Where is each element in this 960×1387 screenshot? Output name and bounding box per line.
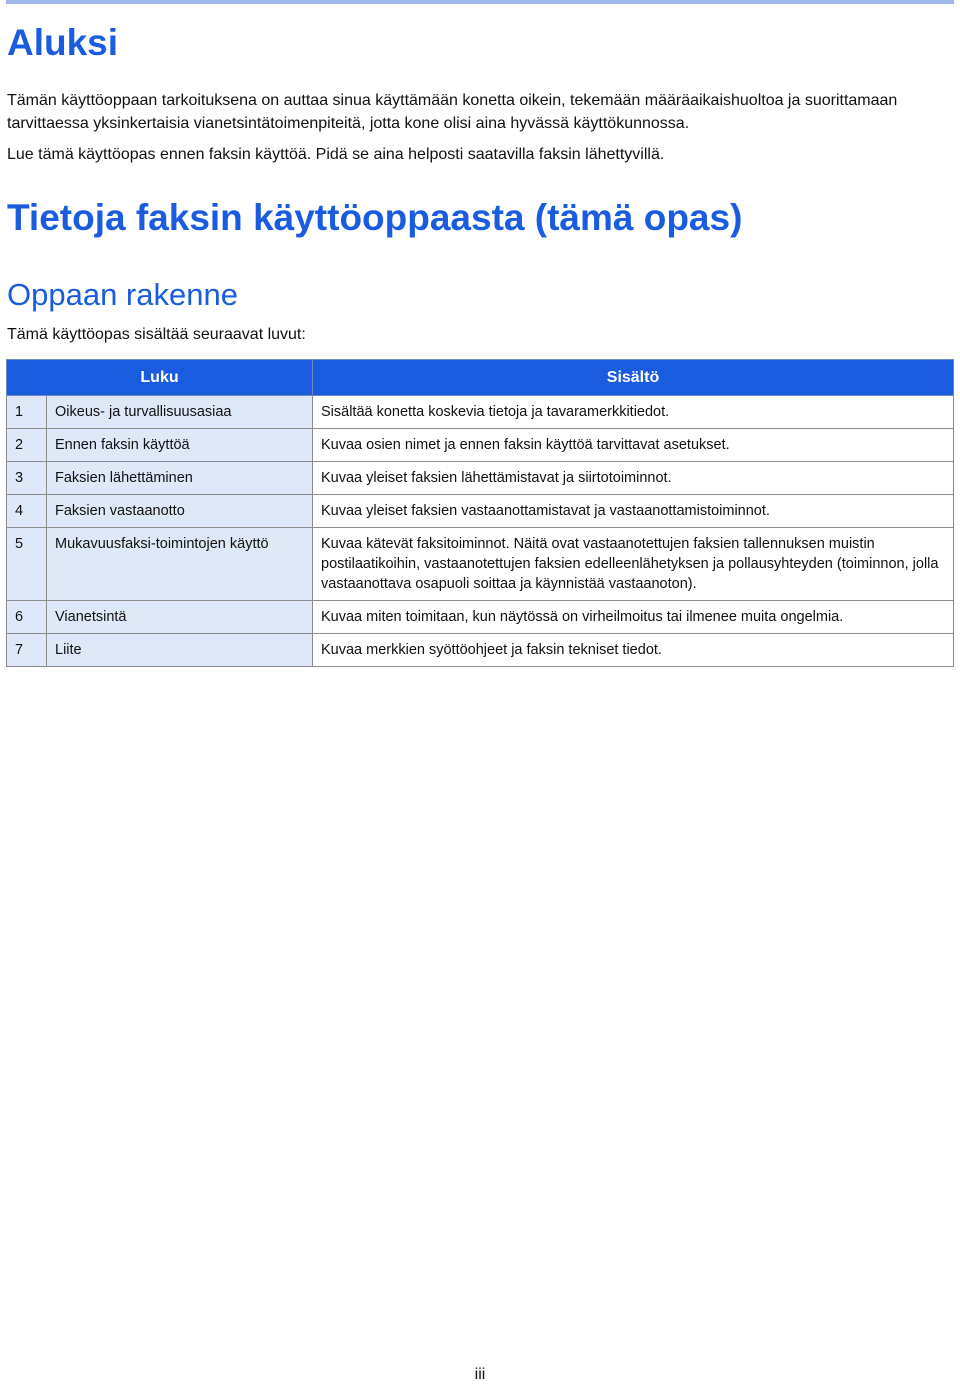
chapter-content: Sisältää konetta koskevia tietoja ja tavaramerkkitiedot. [313, 396, 954, 429]
chapter-number: 4 [7, 495, 47, 528]
page-title: Aluksi [7, 22, 119, 63]
chapter-content: Kuvaa merkkien syöttöohjeet ja faksin tekniset tiedot. [313, 634, 954, 667]
chapter-number: 5 [7, 528, 47, 601]
section-title: Tietoja faksin käyttöoppaasta (tämä opas) [7, 197, 743, 238]
table-row [7, 462, 954, 495]
table-row [7, 601, 954, 634]
header-content: Sisältö [313, 360, 954, 396]
table-intro: Tämä käyttöopas sisältää seuraavat luvut: [7, 326, 306, 343]
chapter-name: Faksien lähettäminen [47, 462, 313, 495]
chapter-number: 6 [7, 601, 47, 634]
chapter-number: 1 [7, 396, 47, 429]
chapter-name: Ennen faksin käyttöä [47, 429, 313, 462]
page-number: iii [474, 1366, 486, 1383]
chapter-name: Liite [47, 634, 313, 667]
chapter-content: Kuvaa miten toimitaan, kun näytössä on virheilmoitus tai ilmenee muita ongelmia. [313, 601, 954, 634]
table-row [7, 528, 954, 601]
chapter-table [6, 359, 954, 667]
chapter-content: Kuvaa kätevät faksitoiminnot. Näitä ovat vastaanotettujen faksien tallennuksen muistin postilaatikoihin, vastaanotettujen faksien edelleenlähetyksen ja pollausyhteyden (toiminnon, jolla vastaanottava osapuoli soittaa ja käynnistää vastaanoton). [313, 528, 954, 601]
chapter-content: Kuvaa yleiset faksien lähettämistavat ja siirtotoiminnot. [313, 462, 954, 495]
chapter-name: Oikeus- ja turvallisuusasiaa [47, 396, 313, 429]
header-chapter: Luku [7, 360, 313, 396]
chapter-name: Faksien vastaanotto [47, 495, 313, 528]
table-header-row [7, 360, 954, 396]
chapter-number: 7 [7, 634, 47, 667]
table-row [7, 429, 954, 462]
chapter-content: Kuvaa osien nimet ja ennen faksin käyttöä tarvittavat asetukset. [313, 429, 954, 462]
chapter-content: Kuvaa yleiset faksien vastaanottamistavat ja vastaanottamistoiminnot. [313, 495, 954, 528]
chapter-number: 3 [7, 462, 47, 495]
table-row [7, 495, 954, 528]
table-row [7, 634, 954, 667]
top-rule [6, 0, 954, 4]
intro-paragraph-2: Lue tämä käyttöopas ennen faksin käyttöä. Pidä se aina helposti saatavilla faksin lähettyvillä. [7, 146, 665, 163]
intro-paragraph-1: Tämän käyttöoppaan tarkoituksena on auttaa sinua käyttämään konetta oikein, tekemään määräaikaishuoltoa ja suorittamaan tarvittaessa yksinkertaisia vianetsintätoimenpiteitä, jotta kone olisi aina hyvässä käyttökunnossa. [7, 92, 898, 132]
table-row [7, 396, 954, 429]
chapter-name: Vianetsintä [47, 601, 313, 634]
chapter-name: Mukavuusfaksi-toimintojen käyttö [47, 528, 313, 601]
chapter-number: 2 [7, 429, 47, 462]
subsection-title: Oppaan rakenne [7, 277, 238, 312]
